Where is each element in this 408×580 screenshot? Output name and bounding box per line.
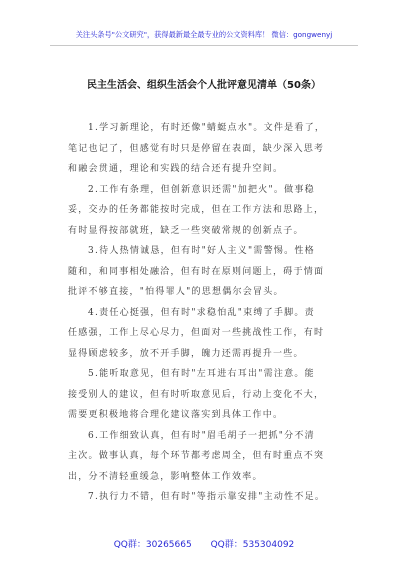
body-line: 主次。做事认真，每个环节都考虑周全，但有时重点不突 [68, 451, 325, 461]
body-line: 显得顾虑较多，放不开手脚，魄力还需再提升一些。 [68, 348, 304, 359]
footer-qq-group-2: QQ群：535304092 [210, 540, 295, 550]
body-line: 3.待人热情诚恳，但有时"好人主义"需警惕。性格 [88, 246, 315, 256]
body-line: 1.学习新理论，有时还像"蜻蜓点水"。文件是看了， [88, 123, 326, 133]
body-line: 2.工作有条理，但创新意识还需"加把火"。做事稳 [88, 184, 315, 195]
document-body [68, 118, 338, 508]
body-line: 随和，和同事相处融洽，但有时在原则问题上，碍于情面 [68, 266, 325, 277]
body-line: 和融会贯通，理论和实践的结合还有提升空间。 [68, 164, 284, 174]
header-divider [50, 45, 358, 46]
body-line: 7.执行力不错，但有时"等指示靠安排"主动性不足。 [88, 492, 326, 502]
body-line: 批评不够直接，"怕得罪人"的思想偶尔会冒头。 [68, 287, 284, 297]
body-line: 任感强，工作上尽心尽力，但面对一些挑战性工作，有时 [68, 328, 325, 338]
body-line: 6.工作细致认真，但有时"眉毛胡子一把抓"分不清 [88, 430, 315, 441]
body-line: 4.责任心挺强，但有时"求稳怕乱"束缚了手脚。责 [88, 307, 315, 318]
body-line: 笔记也记了，但感觉有时只是停留在表面，缺少深入思考 [68, 143, 325, 154]
body-line: 5.能听取意见，但有时"左耳进右耳出"需注意。能 [88, 369, 315, 379]
footer-qq-group-1: QQ群：30265665 [113, 540, 192, 550]
body-line: 出，分不清轻重缓急，影响整体工作效率。 [68, 471, 263, 482]
footer-contacts [0, 537, 408, 550]
body-line: 接受别人的建议，但有时听取意见后，行动上变化不大， [68, 389, 325, 400]
body-line: 需要更积极地将合理化建议落实到具体工作中。 [68, 410, 284, 420]
header-note: 关注头条号"公文研究"，获得最新最全最专业的公文资料库！ 微信：gongwenyj [75, 30, 333, 39]
document-title: 民主生活会、组织生活会个人批评意见清单（50条） [87, 80, 321, 91]
body-line: 有时显得按部就班，缺乏一些突破常规的创新点子。 [68, 225, 304, 236]
body-line: 妥，交办的任务都能按时完成，但在工作方法和思路上， [68, 205, 325, 215]
